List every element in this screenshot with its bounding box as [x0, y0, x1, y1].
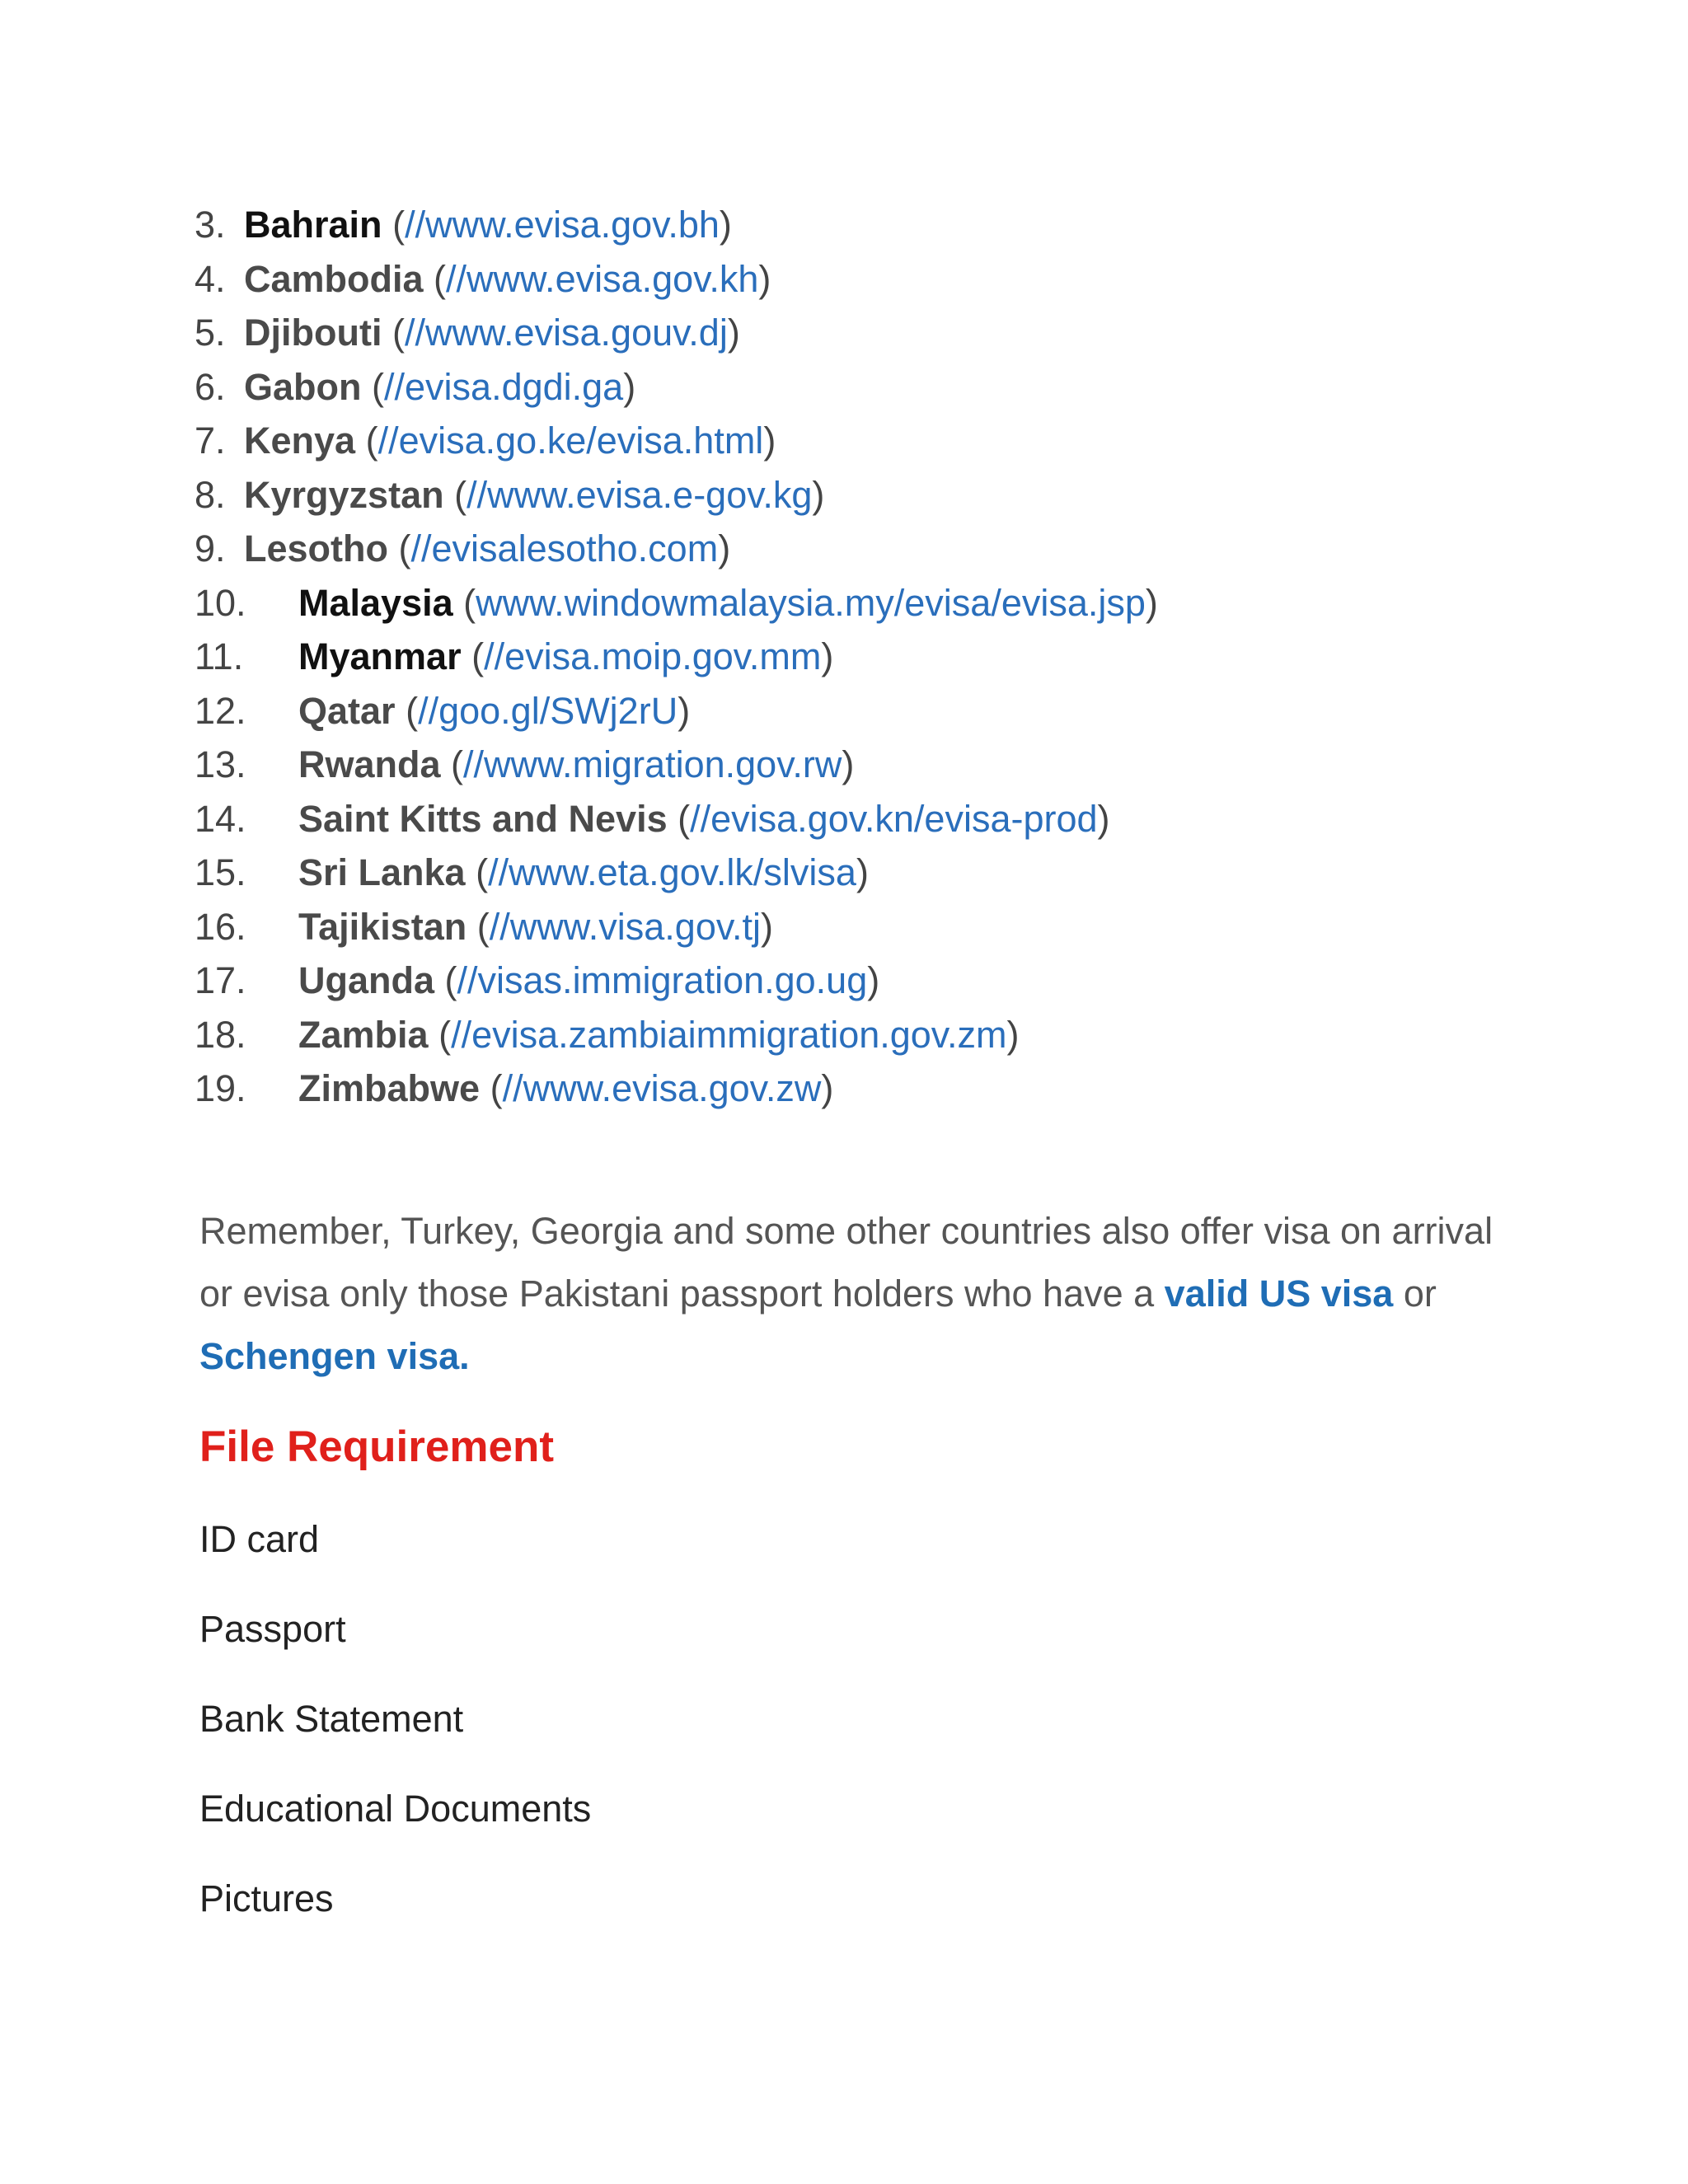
- list-number: 14.: [195, 797, 246, 840]
- list-number: 12.: [195, 689, 246, 732]
- list-number: 15.: [195, 851, 246, 893]
- list-item: 6. Gabon (//evisa.dgdi.ga): [195, 360, 1554, 415]
- list-item: 16. Tajikistan (//www.visa.gov.tj): [195, 900, 1554, 954]
- list-item: 4. Cambodia (//www.evisa.gov.kh): [195, 252, 1554, 307]
- country-name: Bahrain: [244, 204, 382, 246]
- evisa-country-list: [195, 198, 1554, 1116]
- country-name: Djibouti: [244, 312, 382, 354]
- country-name: Lesotho: [244, 527, 388, 569]
- country-link[interactable]: //www.visa.gov.tj: [489, 905, 762, 948]
- country-name: Zambia: [298, 1013, 429, 1056]
- requirement-item: Passport: [199, 1608, 346, 1650]
- list-number: 13.: [195, 743, 246, 785]
- list-number: 10.: [195, 581, 246, 624]
- country-link[interactable]: //www.migration.gov.rw: [463, 743, 842, 785]
- list-number: 6.: [195, 365, 226, 408]
- list-item: 19. Zimbabwe (//www.evisa.gov.zw): [195, 1062, 1554, 1116]
- list-number: 9.: [195, 527, 226, 569]
- country-name: Qatar: [298, 689, 396, 732]
- country-link[interactable]: //goo.gl/SWj2rU: [418, 689, 678, 732]
- section-title: File Requirement: [199, 1422, 554, 1471]
- list-number: 8.: [195, 473, 226, 516]
- country-link[interactable]: //evisa.dgdi.ga: [384, 365, 624, 408]
- list-item: 5. Djibouti (//www.evisa.gouv.dj): [195, 306, 1554, 360]
- country-link[interactable]: //www.evisa.e-gov.kg: [467, 473, 813, 516]
- country-name: Rwanda: [298, 743, 441, 785]
- list-number: 19.: [195, 1067, 246, 1109]
- paragraph-text: Remember, Turkey, Georgia and some other countries also offer visa on arrival or evisa only those Pakistani passport holders who have a: [199, 1210, 1493, 1315]
- list-item: 10. Malaysia (www.windowmalaysia.my/evisa/evisa.jsp): [195, 576, 1554, 630]
- country-link[interactable]: www.windowmalaysia.my/evisa/evisa.jsp: [476, 581, 1146, 624]
- country-link[interactable]: //evisa.go.ke/evisa.html: [377, 419, 764, 462]
- country-link[interactable]: //www.eta.gov.lk/slvisa: [488, 851, 856, 893]
- country-name: Zimbabwe: [298, 1067, 481, 1109]
- list-item: 15. Sri Lanka (//www.eta.gov.lk/slvisa): [195, 846, 1554, 900]
- country-name: Cambodia: [244, 257, 424, 300]
- list-item: 3. Bahrain (//www.evisa.gov.bh): [195, 198, 1554, 252]
- country-name: Uganda: [298, 959, 435, 1001]
- country-name: Saint Kitts and Nevis: [298, 797, 668, 840]
- country-link[interactable]: //evisa.gov.kn/evisa-prod: [690, 797, 1098, 840]
- visa-note-paragraph: [199, 1200, 1502, 1388]
- country-link[interactable]: //www.evisa.gouv.dj: [404, 312, 728, 354]
- list-number: 11.: [195, 635, 244, 677]
- country-name: Gabon: [244, 365, 362, 408]
- list-number: 18.: [195, 1013, 246, 1056]
- country-link[interactable]: //www.evisa.gov.zw: [502, 1067, 822, 1109]
- country-link[interactable]: //evisa.moip.gov.mm: [484, 635, 822, 677]
- country-name: Kyrgyzstan: [244, 473, 444, 516]
- list-item: 9. Lesotho (//evisalesotho.com): [195, 522, 1554, 576]
- schengen-visa-link[interactable]: Schengen visa.: [199, 1335, 470, 1377]
- country-name: Tajikistan: [298, 905, 467, 948]
- requirement-item: Pictures: [199, 1877, 334, 1919]
- requirement-item: Bank Statement: [199, 1698, 464, 1740]
- country-name: Myanmar: [298, 635, 462, 677]
- list-number: 4.: [195, 257, 226, 300]
- list-item: 17. Uganda (//visas.immigration.go.ug): [195, 954, 1554, 1008]
- list-item: 18. Zambia (//evisa.zambiaimmigration.gov.zm): [195, 1008, 1554, 1062]
- list-number: 3.: [195, 204, 226, 246]
- list-item: 12. Qatar (//goo.gl/SWj2rU): [195, 684, 1554, 738]
- list-item: 13. Rwanda (//www.migration.gov.rw): [195, 738, 1554, 792]
- us-visa-link[interactable]: valid US visa: [1164, 1272, 1394, 1315]
- list-item: 7. Kenya (//evisa.go.ke/evisa.html): [195, 414, 1554, 468]
- country-name: Malaysia: [298, 581, 453, 624]
- list-number: 17.: [195, 959, 246, 1001]
- list-item: 11. Myanmar (//evisa.moip.gov.mm): [195, 630, 1554, 684]
- country-link[interactable]: //evisa.zambiaimmigration.gov.zm: [451, 1013, 1007, 1056]
- list-number: 7.: [195, 419, 226, 462]
- country-link[interactable]: //evisalesotho.com: [410, 527, 719, 569]
- country-link[interactable]: //visas.immigration.go.ug: [457, 959, 868, 1001]
- list-item: 8. Kyrgyzstan (//www.evisa.e-gov.kg): [195, 468, 1554, 523]
- requirement-item: Educational Documents: [199, 1788, 592, 1830]
- requirement-item: ID card: [199, 1518, 320, 1560]
- country-link[interactable]: //www.evisa.gov.bh: [405, 204, 720, 246]
- list-number: 5.: [195, 312, 226, 354]
- country-name: Kenya: [244, 419, 356, 462]
- country-link[interactable]: //www.evisa.gov.kh: [446, 257, 759, 300]
- list-number: 16.: [195, 905, 246, 948]
- list-item: 14. Saint Kitts and Nevis (//evisa.gov.kn/evisa-prod): [195, 792, 1554, 846]
- country-name: Sri Lanka: [298, 851, 466, 893]
- paragraph-text-or: or: [1393, 1272, 1437, 1315]
